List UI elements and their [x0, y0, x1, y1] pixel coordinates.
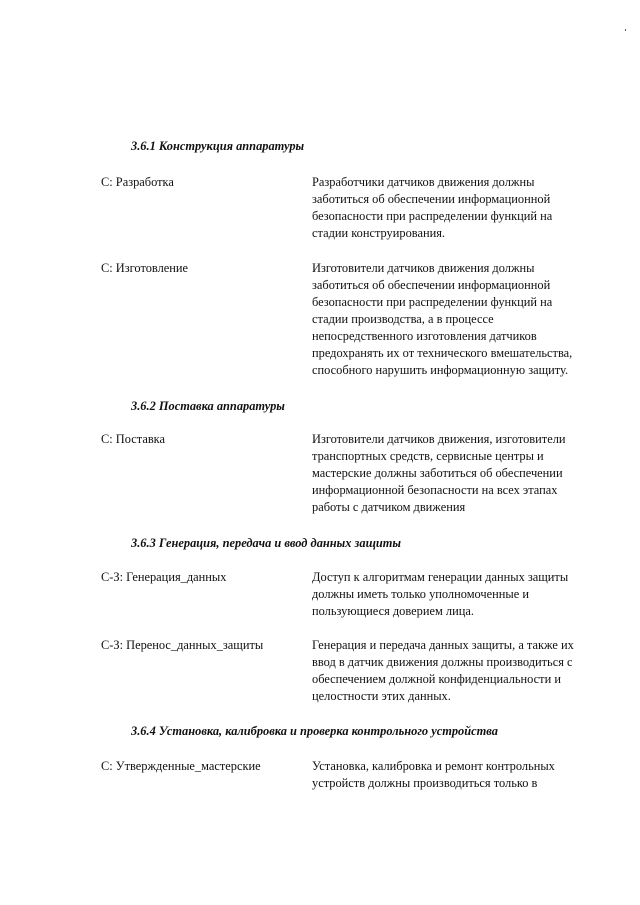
section-heading-3-6-1: 3.6.1 Конструкция аппаратуры	[131, 139, 305, 153]
requirement-text: Установка, калибровка и ремонт контрольных устройств должны производиться только в	[312, 759, 555, 790]
requirement-text: Генерация и передача данных защиты, а также их ввод в датчик движения должны производиться с обеспечением должной конфиденциальности и целостности этих данных.	[312, 638, 574, 703]
requirement-label: С: Поставка	[101, 432, 166, 446]
requirement-label: С: Утвержденные_мастерские	[101, 759, 261, 773]
requirement-text: Доступ к алгоритмам генерации данных защиты должны иметь только уполномоченные и пользующиеся доверием лица.	[312, 570, 569, 618]
requirement-label: С: Изготовление	[101, 261, 189, 275]
section-heading-3-6-4: 3.6.4 Установка, калибровка и проверка контрольного устройства	[131, 724, 498, 738]
requirement-text: Изготовители датчиков движения должны заботиться об обеспечении информационной безопасности при распределении функций на стадии производства, а в процессе непосредственного изготовления датчиков предохранять их от технического вмешательства, способного нарушить информационную защиту.	[312, 261, 573, 377]
requirement-text: Разработчики датчиков движения должны заботиться об обеспечении информационной безопасности при распределении функций на стадии конструирования.	[312, 175, 553, 240]
requirement-label: С-З: Перенос_данных_защиты	[101, 638, 264, 652]
requirement-text: Изготовители датчиков движения, изготовители транспортных средств, сервисные центры и мастерские должны заботиться об обеспечении информационной безопасности на всех этапах работы с датчиком движения	[312, 432, 566, 514]
section-heading-3-6-2: 3.6.2 Поставка аппаратуры	[131, 399, 285, 413]
requirement-label: С-З: Генерация_данных	[101, 570, 227, 584]
margin-mark	[625, 29, 626, 31]
section-heading-3-6-3: 3.6.3 Генерация, передача и ввод данных защиты	[131, 536, 402, 550]
requirement-label: С: Разработка	[101, 175, 174, 189]
